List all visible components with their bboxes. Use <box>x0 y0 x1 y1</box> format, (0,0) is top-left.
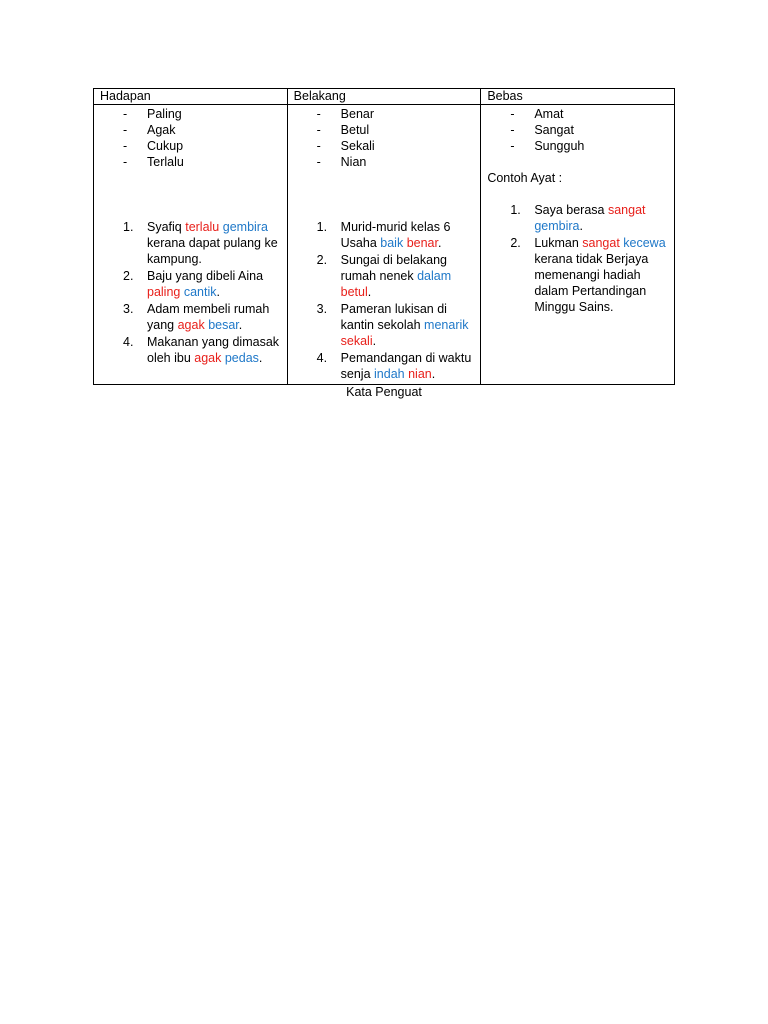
penguat-word: agak <box>177 318 205 332</box>
described-word: indah <box>374 367 405 381</box>
example-item <box>487 235 668 315</box>
example-item <box>100 219 281 267</box>
penguat-word: terlalu <box>185 220 220 234</box>
example-number: 1. <box>316 220 328 234</box>
sentence-text: Pemandangan di waktu senja <box>340 351 472 381</box>
example-number: 1. <box>123 220 134 234</box>
sentence-text: . <box>579 219 583 233</box>
word-item: - Nian <box>294 154 475 170</box>
word-list <box>294 106 475 170</box>
word-list <box>487 106 668 154</box>
sentence-text: Murid-murid kelas 6 Usaha <box>340 220 451 250</box>
sentence-text: Saya berasa <box>534 203 608 217</box>
word-item: - Betul <box>294 122 475 138</box>
sentence-text: Lukman <box>534 236 583 250</box>
table-body-row <box>94 105 675 385</box>
contoh-ayat-label <box>100 186 281 202</box>
table-caption: Kata Penguat <box>346 385 422 399</box>
sentence-text: . <box>238 318 243 332</box>
header-belakang: Belakang <box>287 89 481 105</box>
described-word: dalam <box>417 269 452 283</box>
sentence-text: . <box>372 334 377 348</box>
kata-penguat-table <box>93 88 675 385</box>
word-item: - Amat <box>487 106 668 122</box>
example-item <box>100 334 281 366</box>
example-item <box>100 301 281 333</box>
word-item: - Sekali <box>294 138 475 154</box>
penguat-word: agak <box>194 351 222 365</box>
example-item <box>487 202 668 234</box>
example-number: 3. <box>123 302 134 316</box>
example-number: 3. <box>316 302 328 316</box>
sentence-text: Pameran lukisan di kantin sekolah <box>340 302 447 332</box>
sentence-text: . <box>258 351 263 365</box>
sentence-text: . <box>437 236 442 250</box>
example-number: 2. <box>510 236 521 250</box>
sentence-text: . <box>216 285 220 299</box>
word-item: - Agak <box>100 122 281 138</box>
described-word: gembira <box>222 220 268 234</box>
example-item <box>294 301 475 349</box>
penguat-word: sangat <box>582 236 620 250</box>
described-word: pedas <box>224 351 259 365</box>
sentence-text: Makanan yang dimasak oleh ibu <box>147 335 280 365</box>
contoh-ayat-label: Contoh Ayat : <box>487 171 563 185</box>
example-number: 2. <box>123 269 134 283</box>
column-belakang <box>287 105 481 385</box>
described-word: gembira <box>534 219 580 233</box>
described-word: kecewa <box>623 236 666 250</box>
word-item: - Sangat <box>487 122 668 138</box>
sentence-text: . <box>431 367 436 381</box>
column-hadapan <box>94 105 288 385</box>
described-word: cantik <box>183 285 217 299</box>
described-word: baik <box>380 236 404 250</box>
sentence-text: Adam membeli rumah yang <box>147 302 270 332</box>
word-list <box>100 106 281 170</box>
sentence-text: kerana dapat pulang ke kampung. <box>147 236 278 266</box>
word-item: - Sungguh <box>487 138 668 154</box>
example-number: 4. <box>123 335 134 349</box>
word-item: - Terlalu <box>100 154 281 170</box>
sentence-text: kerana tidak Berjaya memenangi hadiah dalam Pertandingan Minggu Sains. <box>534 252 649 314</box>
header-hadapan: Hadapan <box>94 89 288 105</box>
contoh-ayat-label <box>294 186 475 202</box>
example-list <box>100 219 281 366</box>
example-item <box>294 252 475 300</box>
penguat-word: paling <box>147 285 181 299</box>
example-number: 4. <box>316 351 328 365</box>
word-item: - Paling <box>100 106 281 122</box>
described-word: menarik <box>424 318 469 332</box>
column-bebas <box>481 105 675 385</box>
header-bebas: Bebas <box>481 89 675 105</box>
described-word: besar <box>208 318 239 332</box>
penguat-word: benar <box>406 236 438 250</box>
example-number: 2. <box>316 253 328 267</box>
table-header-row <box>94 89 675 105</box>
sentence-text: Syafiq <box>147 220 186 234</box>
word-item: - Benar <box>294 106 475 122</box>
sentence-text: Sungai di belakang rumah nenek <box>340 253 447 283</box>
penguat-word: nian <box>408 367 432 381</box>
example-list <box>294 219 475 382</box>
example-list <box>487 202 668 315</box>
example-item <box>294 350 475 382</box>
penguat-word: sekali <box>340 334 373 348</box>
sentence-text: Baju yang dibeli Aina <box>147 269 264 283</box>
word-item: - Cukup <box>100 138 281 154</box>
example-number: 1. <box>510 203 521 217</box>
penguat-word: betul <box>340 285 368 299</box>
example-item <box>100 268 281 300</box>
sentence-text: . <box>367 285 372 299</box>
penguat-word: sangat <box>607 203 646 217</box>
example-item <box>294 219 475 251</box>
